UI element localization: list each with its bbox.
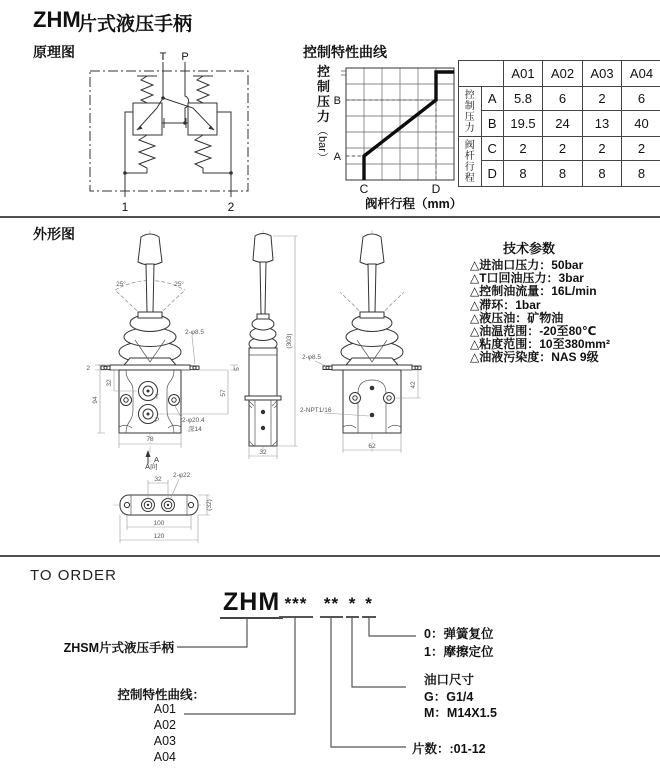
- xtick-c: C: [359, 182, 369, 196]
- dim-32: 32: [154, 476, 162, 483]
- tech-params-title: 技术参数: [503, 241, 556, 256]
- order-position-option-0: 0：弹簧复位: [424, 627, 494, 641]
- dim-62: 62: [368, 443, 376, 450]
- table-row-key: A: [481, 87, 504, 111]
- dim-94: 94: [92, 396, 99, 404]
- order-port-size-g: G：G1/4: [424, 690, 474, 704]
- order-position-option-1: 1：摩擦定位: [424, 645, 494, 659]
- order-curve-label: 控制特性曲线：: [117, 688, 205, 702]
- table-cell: 5.8: [504, 87, 543, 111]
- table-cell: 2: [543, 137, 583, 161]
- view-arrow-a: A: [154, 455, 160, 464]
- page-title-name: 片式液压手柄: [78, 14, 193, 35]
- dim-100: 100: [153, 520, 165, 527]
- dim-2: 2: [86, 365, 90, 372]
- schematic-section-label: 原理图: [33, 44, 75, 60]
- section-divider: [0, 555, 660, 557]
- order-curve-option-a03: A03: [153, 734, 176, 748]
- tech-param-item: △滞环：1bar: [470, 297, 541, 312]
- table-header: A01: [504, 61, 543, 87]
- table-header: A04: [622, 61, 660, 87]
- dim-bore-depth: 深14: [188, 426, 202, 433]
- table-cell: 8: [622, 161, 660, 187]
- table-header: A02: [543, 61, 583, 87]
- port-1-label: 1: [121, 200, 129, 214]
- plate-body: [113, 495, 205, 515]
- table-cell: 2: [622, 137, 660, 161]
- order-star-field-2: **: [320, 596, 343, 618]
- page-title-code: ZHM: [33, 7, 81, 32]
- group-stroke-label: 阀杆行程: [464, 139, 475, 184]
- dim-flange-holes: 2-φ8.5: [302, 354, 322, 361]
- order-sections-label: 片数：:01-12: [412, 742, 486, 756]
- tech-param-item: △控制油流量：16L/min: [470, 284, 597, 299]
- angle-left-label: 25°: [116, 281, 126, 288]
- joystick-bottom-view: [95, 455, 260, 555]
- group-pressure-label: 控制压力: [464, 89, 475, 134]
- order-port-size-label: 油口尺寸: [424, 673, 475, 687]
- table-cell: 6: [543, 87, 583, 111]
- curve-section-label: 控制特性曲线: [303, 44, 387, 60]
- schematic-lines: [123, 62, 233, 197]
- dim-78: 78: [146, 436, 154, 443]
- table-cell: 2: [583, 137, 622, 161]
- joystick-body: [323, 234, 421, 433]
- plot-x-axis-label: 阀杆行程（mm）: [365, 197, 463, 211]
- port-p-label: P: [181, 51, 189, 63]
- tech-param-item: △油温范围：-20至80℃: [470, 323, 597, 338]
- table-header: A03: [583, 61, 622, 87]
- xtick-d: D: [431, 182, 441, 196]
- outline-section-label: 外形图: [33, 226, 75, 242]
- table-row-key: B: [481, 111, 504, 137]
- table-group-stroke: [459, 137, 482, 187]
- plot-grid: [346, 68, 454, 180]
- table-row-key: D: [481, 161, 504, 187]
- tech-param-item: △液压油：矿物油: [470, 310, 564, 325]
- dim-32: 32: [259, 449, 267, 456]
- order-curve-option-a01: A01: [153, 702, 176, 716]
- table-corner-cell: [459, 61, 504, 87]
- port-p-mark: P: [155, 417, 160, 424]
- table-cell: 19.5: [504, 111, 543, 137]
- tech-param-item: △粘度范围：10至380mm²: [470, 337, 610, 352]
- plot-top-ticks: [341, 71, 346, 75]
- table-cell: 2: [583, 87, 622, 111]
- tech-param-item: △进油口压力：50bar: [470, 258, 584, 272]
- order-port-size-m: M：M14X1.5: [424, 706, 497, 720]
- ytick-a: A: [333, 151, 341, 163]
- order-star-field-4: *: [362, 596, 376, 618]
- table-cell: 2: [504, 137, 543, 161]
- order-curve-option-a02: A02: [153, 718, 176, 732]
- tech-param-item: △T口回油压力：3bar: [470, 271, 584, 286]
- order-curve-option-a04: A04: [153, 750, 176, 764]
- plot-y-axis-unit: （bar）: [316, 125, 328, 163]
- dim-42: 42: [410, 381, 417, 389]
- dim-npt-port: 2-NPT1/16: [300, 407, 332, 414]
- table-cell: 13: [583, 111, 622, 137]
- angle-right-label: 25°: [174, 281, 184, 288]
- joystick-front-view-2: [300, 228, 470, 468]
- table-group-pressure: [459, 87, 482, 137]
- section-divider: [0, 216, 660, 218]
- dim-120: 120: [153, 533, 165, 540]
- tech-params-list: [470, 256, 610, 365]
- order-product-label: ZHSM片式液压手柄: [63, 641, 174, 655]
- order-code-prefix: ZHM: [220, 588, 283, 619]
- dim-bore: 2-φ20.4: [182, 417, 205, 424]
- order-star-field-3: *: [346, 596, 359, 618]
- table-cell: 24: [543, 111, 583, 137]
- port-t-mark: T: [155, 394, 159, 401]
- control-curve-plot: [308, 56, 463, 214]
- dim-303: (303): [286, 333, 293, 349]
- table-cell: 8: [543, 161, 583, 187]
- dim-32-paren: (32): [206, 499, 213, 511]
- tech-param-item: △油液污染度：NAS 9级: [470, 350, 599, 365]
- ytick-b: B: [333, 95, 341, 107]
- view-a-label: A向: [145, 462, 158, 471]
- dim-57: 57: [220, 389, 227, 397]
- curve-values-table: [458, 60, 660, 187]
- dim-flange-holes: 2-φ8.5: [185, 329, 205, 336]
- order-star-field-1: ***: [279, 596, 313, 618]
- hydraulic-schematic-drawing: [85, 50, 255, 220]
- to-order-label: TO ORDER: [30, 567, 117, 584]
- dim-5: 5: [234, 367, 241, 371]
- table-row-key: C: [481, 137, 504, 161]
- dim-2xd22: 2-φ22: [173, 472, 191, 479]
- joystick-body: [245, 234, 281, 447]
- port-2-label: 2: [227, 200, 235, 214]
- plot-y-axis-label: 控制压力: [316, 64, 330, 124]
- table-cell: 40: [622, 111, 660, 137]
- dim-32: 32: [106, 379, 113, 387]
- table-cell: 8: [504, 161, 543, 187]
- table-cell: 6: [622, 87, 660, 111]
- port-t-label: T: [159, 51, 167, 63]
- table-cell: 8: [583, 161, 622, 187]
